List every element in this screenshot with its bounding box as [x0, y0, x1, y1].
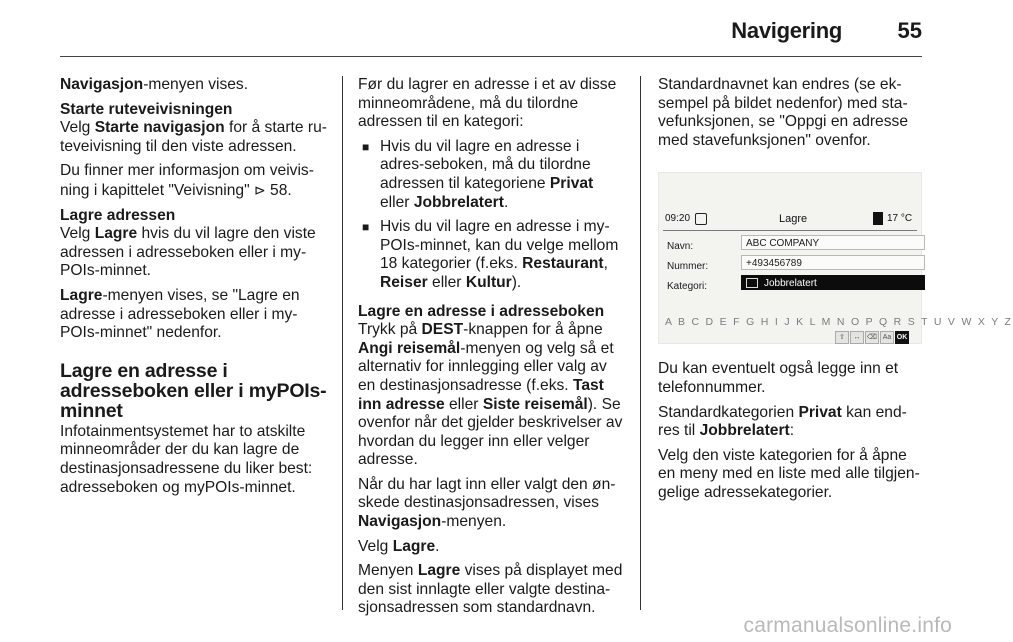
text: ). Se ovenfor når det gjelder beskrivelser av hvordan du legger inn eller velger adresse. [358, 395, 623, 469]
text: Velg [358, 537, 393, 555]
text: , [603, 255, 608, 273]
screen-clock: 09:20 [665, 213, 691, 225]
paragraph [60, 162, 328, 200]
screen-status-bar [665, 211, 915, 227]
page-number: 55 [897, 18, 922, 43]
speller-letters: A B C D E F G H I J K L M N O P Q R S T U V W X Y Z [665, 316, 1013, 329]
screen-temperature: 17 °C [887, 213, 913, 225]
text: for å starte ru-teveivisning til den viste adressen. [60, 119, 327, 155]
page-reference-arrow-icon: ⊳ [253, 181, 266, 198]
text: Velg [60, 119, 95, 137]
category-icon [746, 278, 758, 288]
subheading-start-guidance: Starte ruteveivisningen [60, 100, 233, 118]
display-screen-image [658, 172, 1013, 344]
bullet-icon: ■ [362, 220, 370, 235]
text: . [435, 537, 440, 555]
paragraph [358, 321, 624, 470]
menu-term: Restaurant [522, 255, 604, 273]
menu-term: Navigasjon [60, 76, 144, 93]
timer-icon [695, 213, 707, 225]
text: -knappen for å åpne [463, 321, 603, 339]
case-key-icon: Aa [880, 331, 894, 344]
bullet-list [358, 138, 624, 293]
cursor-key-icon: ↔ [850, 331, 864, 344]
paragraph [358, 538, 624, 557]
column-divider-1 [342, 76, 343, 610]
paragraph: Du kan eventuelt også legge inn et telefonnummer. [658, 360, 899, 396]
paragraph [658, 404, 924, 441]
text: Hvis du vil lagre en adresse i adres-seboken, må du tilordne adressen til kategoriene [380, 137, 591, 192]
text: Velg [60, 225, 95, 243]
list-item [358, 218, 624, 292]
number-label: Nummer: [667, 261, 709, 273]
column-1 [60, 76, 328, 503]
menu-term: DEST [421, 321, 464, 339]
paragraph: Infotainmentsystemet har to atskilte minneområder der du kan lagre de destinasjonsadressene du liker best: adresseboken og myPOIs-minnet. [60, 422, 313, 496]
text: Hvis du vil lagre en adresse i my-POIs-minnet, kan du velge mellom 18 kategorier (f.eks. [380, 218, 619, 273]
menu-term: Lagre [94, 225, 138, 243]
paragraph [60, 76, 328, 95]
speller-keys [835, 331, 910, 343]
text: Standardkategorien [658, 403, 799, 421]
paragraph [60, 287, 328, 343]
text: Du finner mer informasjon om veivis-ning i kapittelet "Veivisning" [60, 162, 314, 199]
subheading-save-address: Lagre adressen [60, 206, 176, 224]
menu-term: Angi reisemål [358, 339, 461, 357]
text: Når du har lagt inn eller valgt den øn-skede destinasjonsadressen, vises [358, 475, 616, 512]
menu-term: Kultur [465, 273, 512, 291]
text: : [789, 422, 795, 440]
menu-term: Tast inn adresse [358, 376, 604, 413]
paragraph: Standardnavnet kan endres (se ek-sempel på bildet nedenfor) med sta-vefunksjonen, se "Oppgi en adresse med stavefunksjonen" ovenfor. [658, 76, 908, 149]
backspace-key-icon: ⌫ [865, 331, 879, 344]
text: Trykk på [358, 321, 422, 339]
paragraph [358, 476, 624, 532]
page-reference: 58. [265, 181, 292, 199]
menu-term: Lagre [60, 286, 103, 304]
bullet-icon: ■ [362, 139, 370, 154]
menu-term: Lagre [417, 562, 461, 580]
menu-term: Lagre [392, 537, 436, 555]
text: eller [380, 193, 414, 211]
paragraph: Før du lagrer en adresse i et av disse minneområdene, må du tilordne adressen til en kategori: [358, 76, 617, 131]
paragraph [60, 225, 328, 281]
text: -menyen vises. [143, 76, 249, 93]
text: ). [511, 273, 522, 291]
text: hvis du vil lagre den viste adressen i adresseboken eller i my-POIs-minnet. [60, 225, 316, 280]
screen-title: Lagre [779, 213, 808, 226]
column-divider-2 [640, 76, 641, 610]
shift-key-icon: ⇧ [835, 331, 849, 344]
page-title: Navigering [731, 18, 842, 43]
text: . [503, 193, 509, 211]
watermark: carmanualsonline.info [743, 614, 952, 637]
menu-term: Navigasjon [358, 513, 442, 531]
text: vises på displayet med den sist innlagte eller valgte destina-sjonsadressen som standardnavn. [358, 562, 623, 617]
paragraph: Velg den viste kategorien for å åpne en meny med en liste med alle tilgjen-gelige adressekategorier. [658, 446, 920, 501]
text: eller [444, 395, 483, 413]
text: eller [427, 273, 466, 291]
text: -menyen vises, se "Lagre en adresse i adresseboken eller i my-POIs-minnet" nedenfor. [60, 286, 300, 342]
category-label: Kategori: [667, 281, 708, 293]
screen-divider [663, 230, 917, 231]
text: kan end-res til [658, 403, 907, 440]
text: -menyen og velg så et alternativ for innlegging eller valg av en destinasjonsadresse (f.eks. [358, 339, 614, 394]
name-label: Navn: [667, 241, 694, 253]
category-value: Jobbrelatert [764, 278, 817, 290]
phone-icon [873, 212, 883, 225]
menu-term: Jobbrelatert [413, 193, 504, 211]
text: -menyen. [441, 513, 507, 531]
menu-term: Privat [798, 403, 842, 421]
column-3 [658, 76, 1013, 509]
menu-term: Jobbrelatert [699, 422, 790, 440]
paragraph [60, 119, 328, 156]
number-field: +493456789 [741, 255, 925, 270]
column-2 [358, 76, 624, 624]
text: Menyen [358, 562, 418, 580]
menu-term: Reiser [380, 273, 428, 291]
menu-term: Siste reisemål [482, 395, 588, 413]
page-header [60, 0, 922, 57]
list-item [358, 138, 624, 212]
category-field [741, 275, 925, 290]
ok-key: OK [895, 331, 909, 344]
section-heading: Lagre en adresse i adresseboken eller i myPOIs-minnet [60, 359, 327, 422]
menu-term: Privat [549, 174, 594, 192]
paragraph [358, 562, 624, 618]
name-field: ABC COMPANY [741, 235, 925, 250]
subheading-save-in-address-book: Lagre en adresse i adresseboken [358, 302, 605, 320]
menu-term: Starte navigasjon [94, 119, 225, 137]
